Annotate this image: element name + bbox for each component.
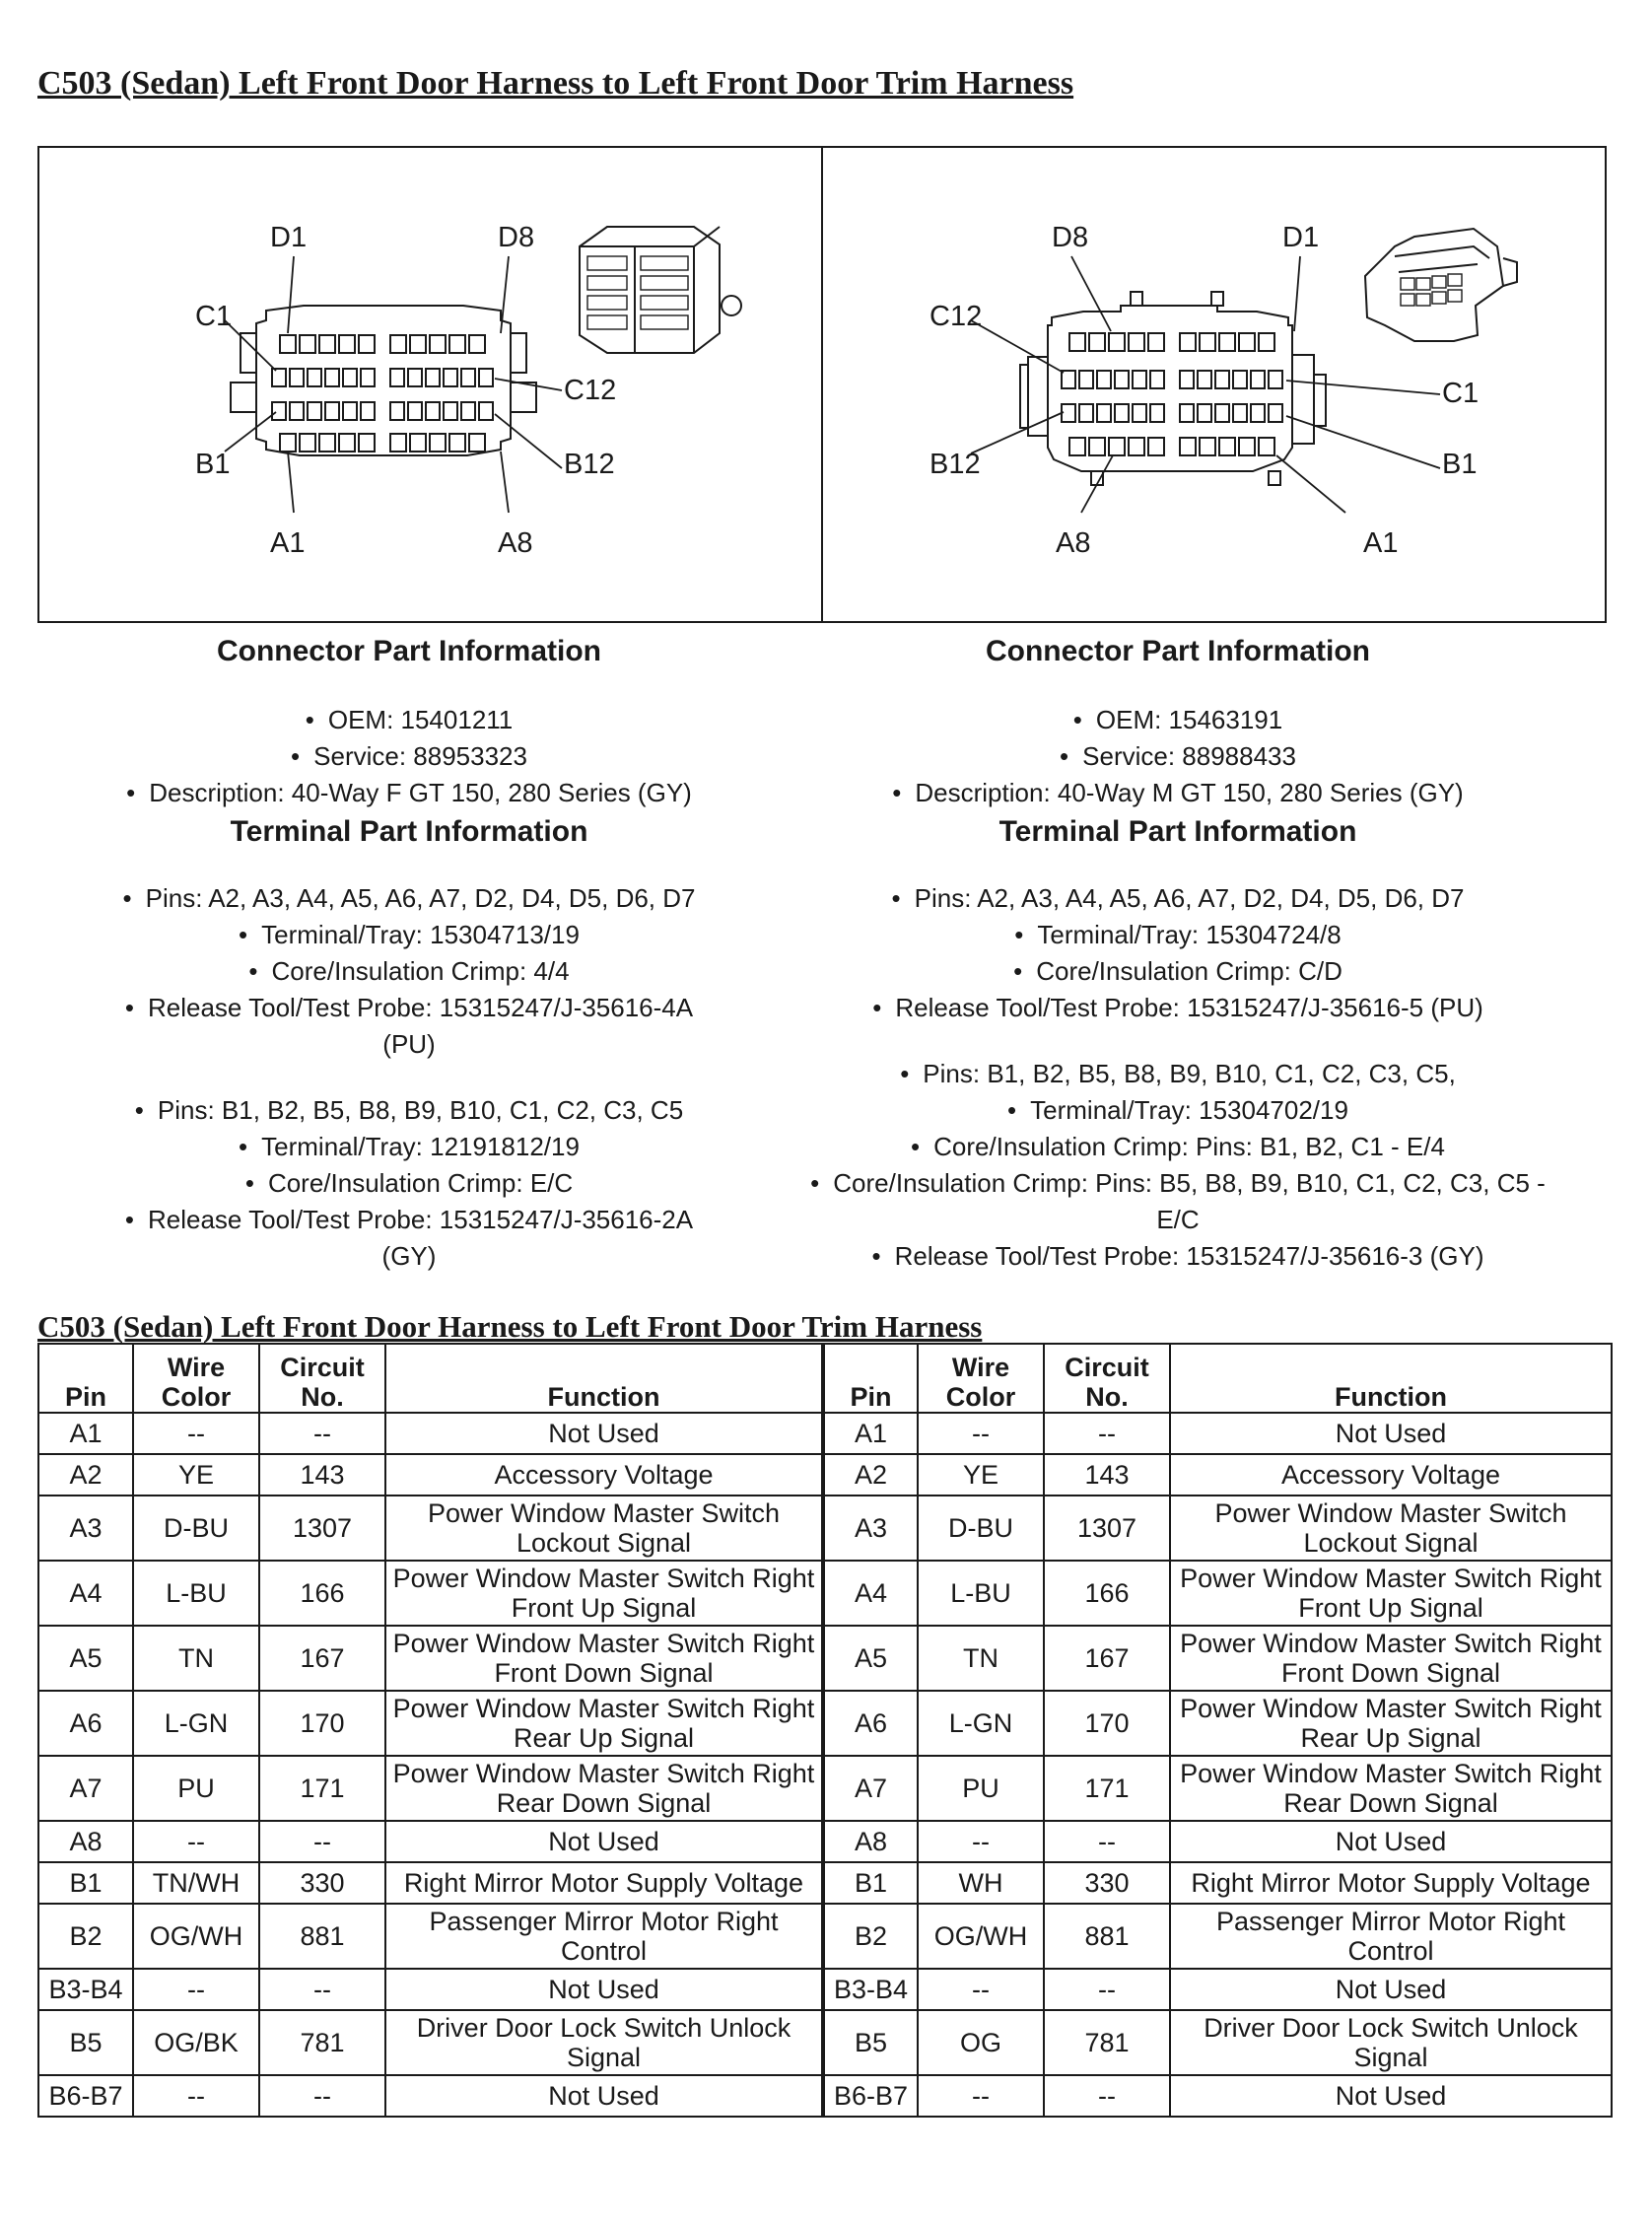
table-cell: 781 xyxy=(259,2010,385,2075)
connector-info-list xyxy=(789,702,1567,811)
table-cell: A3 xyxy=(823,1496,918,1561)
function-cell: Not Used xyxy=(385,1821,823,1862)
col-header: Function xyxy=(1170,1344,1612,1413)
table-cell: TN/WH xyxy=(133,1862,259,1904)
table-cell: PU xyxy=(918,1756,1044,1821)
terminal-info-group-2 xyxy=(20,1092,798,1275)
table-cell: YE xyxy=(133,1454,259,1496)
function-cell: Not Used xyxy=(1170,2075,1612,2117)
function-cell: Power Window Master Switch Right Front Up Signal xyxy=(385,1561,823,1626)
table-cell: B2 xyxy=(38,1904,133,1969)
table-cell: A5 xyxy=(823,1626,918,1691)
table-cell: A8 xyxy=(38,1821,133,1862)
table-row xyxy=(38,1904,1612,1969)
function-cell: Not Used xyxy=(1170,1969,1612,2010)
function-cell: Power Window Master Switch Right Rear Down Signal xyxy=(385,1756,823,1821)
table-row xyxy=(38,1756,1612,1821)
table-cell: A7 xyxy=(38,1756,133,1821)
table-cell: A8 xyxy=(823,1821,918,1862)
function-cell: Driver Door Lock Switch Unlock Signal xyxy=(385,2010,823,2075)
table-cell: OG xyxy=(918,2010,1044,2075)
table-cell: TN xyxy=(133,1626,259,1691)
function-cell: Power Window Master Switch Right Front Up Signal xyxy=(1170,1561,1612,1626)
table-cell: -- xyxy=(133,1413,259,1454)
table-cell: -- xyxy=(133,1969,259,2010)
pins-item: • Pins: A2, A3, A4, A5, A6, A7, D2, D4, D5, D6, D7 xyxy=(789,880,1567,917)
table-cell: D-BU xyxy=(918,1496,1044,1561)
connector-heading: Connector Part Information xyxy=(985,635,1370,667)
table-cell: A6 xyxy=(823,1691,918,1756)
terminal-info-group-1 xyxy=(20,880,798,1063)
table-row xyxy=(38,1691,1612,1756)
table-row xyxy=(38,1413,1612,1454)
table-cell: A5 xyxy=(38,1626,133,1691)
table-cell: -- xyxy=(259,1969,385,2010)
table-cell: YE xyxy=(918,1454,1044,1496)
pinout-table xyxy=(37,1343,1613,2118)
pin-label-c1: C1 xyxy=(1442,378,1480,409)
table-row xyxy=(38,2010,1612,2075)
function-cell: Accessory Voltage xyxy=(385,1454,823,1496)
table-cell: L-GN xyxy=(918,1691,1044,1756)
table-cell: B5 xyxy=(38,2010,133,2075)
table-cell: A4 xyxy=(38,1561,133,1626)
connector-info-list xyxy=(20,702,798,811)
connector-heading: Connector Part Information xyxy=(216,635,601,667)
table-cell: OG/BK xyxy=(133,2010,259,2075)
function-cell: Power Window Master Switch Right Front Down Signal xyxy=(385,1626,823,1691)
pin-label-d8: D8 xyxy=(498,222,535,253)
table-cell: 171 xyxy=(1044,1756,1170,1821)
function-cell: Not Used xyxy=(1170,1821,1612,1862)
function-cell: Not Used xyxy=(1170,1413,1612,1454)
table-cell: -- xyxy=(133,2075,259,2117)
function-cell: Power Window Master Switch Right Front Down Signal xyxy=(1170,1626,1612,1691)
table-cell: A6 xyxy=(38,1691,133,1756)
table-cell: 330 xyxy=(1044,1862,1170,1904)
table-cell: B6-B7 xyxy=(38,2075,133,2117)
table-cell: -- xyxy=(133,1821,259,1862)
oem-item: • OEM: 15401211 xyxy=(20,702,798,738)
table-cell: PU xyxy=(133,1756,259,1821)
crimp-item: • Core/Insulation Crimp: C/D xyxy=(789,953,1567,990)
table-row xyxy=(38,1969,1612,2010)
table-cell: B3-B4 xyxy=(823,1969,918,2010)
female-connector-face-view xyxy=(39,148,821,621)
pin-label-b1: B1 xyxy=(1442,449,1478,480)
male-connector-face-view xyxy=(823,148,1605,621)
page-title: C503 (Sedan) Left Front Door Harness to Left Front Door Trim Harness xyxy=(37,65,1074,102)
table-cell: OG/WH xyxy=(133,1904,259,1969)
table-cell: L-BU xyxy=(133,1561,259,1626)
table-cell: B1 xyxy=(823,1862,918,1904)
description-item: • Description: 40-Way F GT 150, 280 Series (GY) xyxy=(20,775,798,811)
pins-item: • Pins: B1, B2, B5, B8, B9, B10, C1, C2, C3, C5, xyxy=(789,1056,1567,1092)
table-row xyxy=(38,1626,1612,1691)
pin-label-b12: B12 xyxy=(564,449,615,480)
table-cell: -- xyxy=(1044,1969,1170,2010)
crimp-item: • Core/Insulation Crimp: Pins: B5, B8, B9, B10, C1, C2, C3, C5 - E/C xyxy=(789,1165,1567,1238)
table-cell: B5 xyxy=(823,2010,918,2075)
terminal-tray-item: • Terminal/Tray: 15304713/19 xyxy=(20,917,798,953)
table-cell: L-GN xyxy=(133,1691,259,1756)
pin-label-d1: D1 xyxy=(1282,222,1320,253)
function-cell: Right Mirror Motor Supply Voltage xyxy=(1170,1862,1612,1904)
table-cell: -- xyxy=(918,1969,1044,2010)
function-cell: Power Window Master Switch Lockout Signal xyxy=(385,1496,823,1561)
table-cell: -- xyxy=(259,1413,385,1454)
table-cell: OG/WH xyxy=(918,1904,1044,1969)
col-header: Function xyxy=(385,1344,823,1413)
function-cell: Accessory Voltage xyxy=(1170,1454,1612,1496)
table-row xyxy=(38,2075,1612,2117)
terminal-tray-item: • Terminal/Tray: 15304702/19 xyxy=(789,1092,1567,1129)
service-item: • Service: 88953323 xyxy=(20,738,798,775)
table-row xyxy=(38,1862,1612,1904)
function-cell: Power Window Master Switch Right Rear Up Signal xyxy=(1170,1691,1612,1756)
table-cell: 143 xyxy=(1044,1454,1170,1496)
table-cell: D-BU xyxy=(133,1496,259,1561)
table-cell: 166 xyxy=(1044,1561,1170,1626)
table-cell: -- xyxy=(918,1413,1044,1454)
table-cell: A1 xyxy=(823,1413,918,1454)
pin-label-d8: D8 xyxy=(1052,222,1089,253)
pin-label-a8: A8 xyxy=(1056,527,1091,559)
release-tool-item: • Release Tool/Test Probe: 15315247/J-35616-5 (PU) xyxy=(789,990,1567,1026)
pin-label-b12: B12 xyxy=(929,449,981,480)
table-row xyxy=(38,1821,1612,1862)
pin-label-c12: C12 xyxy=(564,375,617,406)
table-cell: 143 xyxy=(259,1454,385,1496)
col-header: Wire Color xyxy=(133,1344,259,1413)
terminal-info-group-2 xyxy=(789,1056,1567,1275)
table-cell: TN xyxy=(918,1626,1044,1691)
table-cell: B1 xyxy=(38,1862,133,1904)
terminal-tray-item: • Terminal/Tray: 12191812/19 xyxy=(20,1129,798,1165)
function-cell: Right Mirror Motor Supply Voltage xyxy=(385,1862,823,1904)
function-cell: Passenger Mirror Motor Right Control xyxy=(385,1904,823,1969)
col-header: Pin xyxy=(823,1344,918,1413)
connector-diagram-panel xyxy=(37,146,1607,623)
function-cell: Not Used xyxy=(385,2075,823,2117)
table-cell: 171 xyxy=(259,1756,385,1821)
table-cell: -- xyxy=(1044,1413,1170,1454)
table-title: C503 (Sedan) Left Front Door Harness to Left Front Door Trim Harness xyxy=(37,1309,983,1344)
pin-label-a8: A8 xyxy=(498,527,533,559)
pin-label-c1: C1 xyxy=(195,301,233,332)
table-cell: B2 xyxy=(823,1904,918,1969)
table-cell: -- xyxy=(1044,2075,1170,2117)
crimp-item: • Core/Insulation Crimp: E/C xyxy=(20,1165,798,1202)
col-header: Circuit No. xyxy=(259,1344,385,1413)
table-cell: A2 xyxy=(38,1454,133,1496)
table-cell: A1 xyxy=(38,1413,133,1454)
table-cell: 881 xyxy=(1044,1904,1170,1969)
table-cell: 166 xyxy=(259,1561,385,1626)
release-tool-item: • Release Tool/Test Probe: 15315247/J-35616-4A (PU) xyxy=(20,990,798,1063)
female-connector-icon xyxy=(580,227,741,353)
table-cell: A3 xyxy=(38,1496,133,1561)
table-cell: 781 xyxy=(1044,2010,1170,2075)
table-cell: A7 xyxy=(823,1756,918,1821)
male-connector-icon xyxy=(1365,229,1517,341)
table-row xyxy=(38,1454,1612,1496)
table-row xyxy=(38,1496,1612,1561)
release-tool-item: • Release Tool/Test Probe: 15315247/J-35616-2A (GY) xyxy=(20,1202,798,1275)
function-cell: Power Window Master Switch Right Rear Down Signal xyxy=(1170,1756,1612,1821)
table-cell: A2 xyxy=(823,1454,918,1496)
pins-item: • Pins: B1, B2, B5, B8, B9, B10, C1, C2, C3, C5 xyxy=(20,1092,798,1129)
col-header: Circuit No. xyxy=(1044,1344,1170,1413)
table-body xyxy=(38,1413,1612,2117)
table-cell: B6-B7 xyxy=(823,2075,918,2117)
table-cell: 167 xyxy=(1044,1626,1170,1691)
function-cell: Passenger Mirror Motor Right Control xyxy=(1170,1904,1612,1969)
crimp-item: • Core/Insulation Crimp: Pins: B1, B2, C1 - E/4 xyxy=(789,1129,1567,1165)
function-cell: Driver Door Lock Switch Unlock Signal xyxy=(1170,2010,1612,2075)
pin-label-a1: A1 xyxy=(270,527,306,559)
pin-label-a1: A1 xyxy=(1363,527,1399,559)
service-item: • Service: 88988433 xyxy=(789,738,1567,775)
table-cell: 330 xyxy=(259,1862,385,1904)
terminal-heading: Terminal Part Information xyxy=(998,815,1357,848)
terminal-tray-item: • Terminal/Tray: 15304724/8 xyxy=(789,917,1567,953)
connector-info-left xyxy=(20,631,798,1275)
table-cell: -- xyxy=(918,1821,1044,1862)
release-tool-item: • Release Tool/Test Probe: 15315247/J-35616-3 (GY) xyxy=(789,1238,1567,1275)
pins-item: • Pins: A2, A3, A4, A5, A6, A7, D2, D4, D5, D6, D7 xyxy=(20,880,798,917)
function-cell: Power Window Master Switch Lockout Signal xyxy=(1170,1496,1612,1561)
pin-label-d1: D1 xyxy=(270,222,308,253)
function-cell: Not Used xyxy=(385,1413,823,1454)
table-cell: -- xyxy=(259,2075,385,2117)
table-cell: L-BU xyxy=(918,1561,1044,1626)
table-cell: 881 xyxy=(259,1904,385,1969)
table-cell: -- xyxy=(1044,1821,1170,1862)
table-cell: -- xyxy=(259,1821,385,1862)
table-cell: B3-B4 xyxy=(38,1969,133,2010)
crimp-item: • Core/Insulation Crimp: 4/4 xyxy=(20,953,798,990)
table-row xyxy=(38,1561,1612,1626)
table-cell: A4 xyxy=(823,1561,918,1626)
terminal-heading: Terminal Part Information xyxy=(230,815,588,848)
table-header-row xyxy=(38,1344,1612,1413)
table-cell: 1307 xyxy=(1044,1496,1170,1561)
table-cell: WH xyxy=(918,1862,1044,1904)
table-cell: 167 xyxy=(259,1626,385,1691)
table-cell: -- xyxy=(918,2075,1044,2117)
function-cell: Power Window Master Switch Right Rear Up Signal xyxy=(385,1691,823,1756)
pin-label-b1: B1 xyxy=(195,449,231,480)
terminal-info-group-1 xyxy=(789,880,1567,1026)
table-cell: 1307 xyxy=(259,1496,385,1561)
function-cell: Not Used xyxy=(385,1969,823,2010)
oem-item: • OEM: 15463191 xyxy=(789,702,1567,738)
col-header: Wire Color xyxy=(918,1344,1044,1413)
table-cell: 170 xyxy=(259,1691,385,1756)
table-cell: 170 xyxy=(1044,1691,1170,1756)
description-item: • Description: 40-Way M GT 150, 280 Series (GY) xyxy=(789,775,1567,811)
col-header: Pin xyxy=(38,1344,133,1413)
connector-info-right xyxy=(789,631,1567,1275)
pin-label-c12: C12 xyxy=(929,301,983,332)
